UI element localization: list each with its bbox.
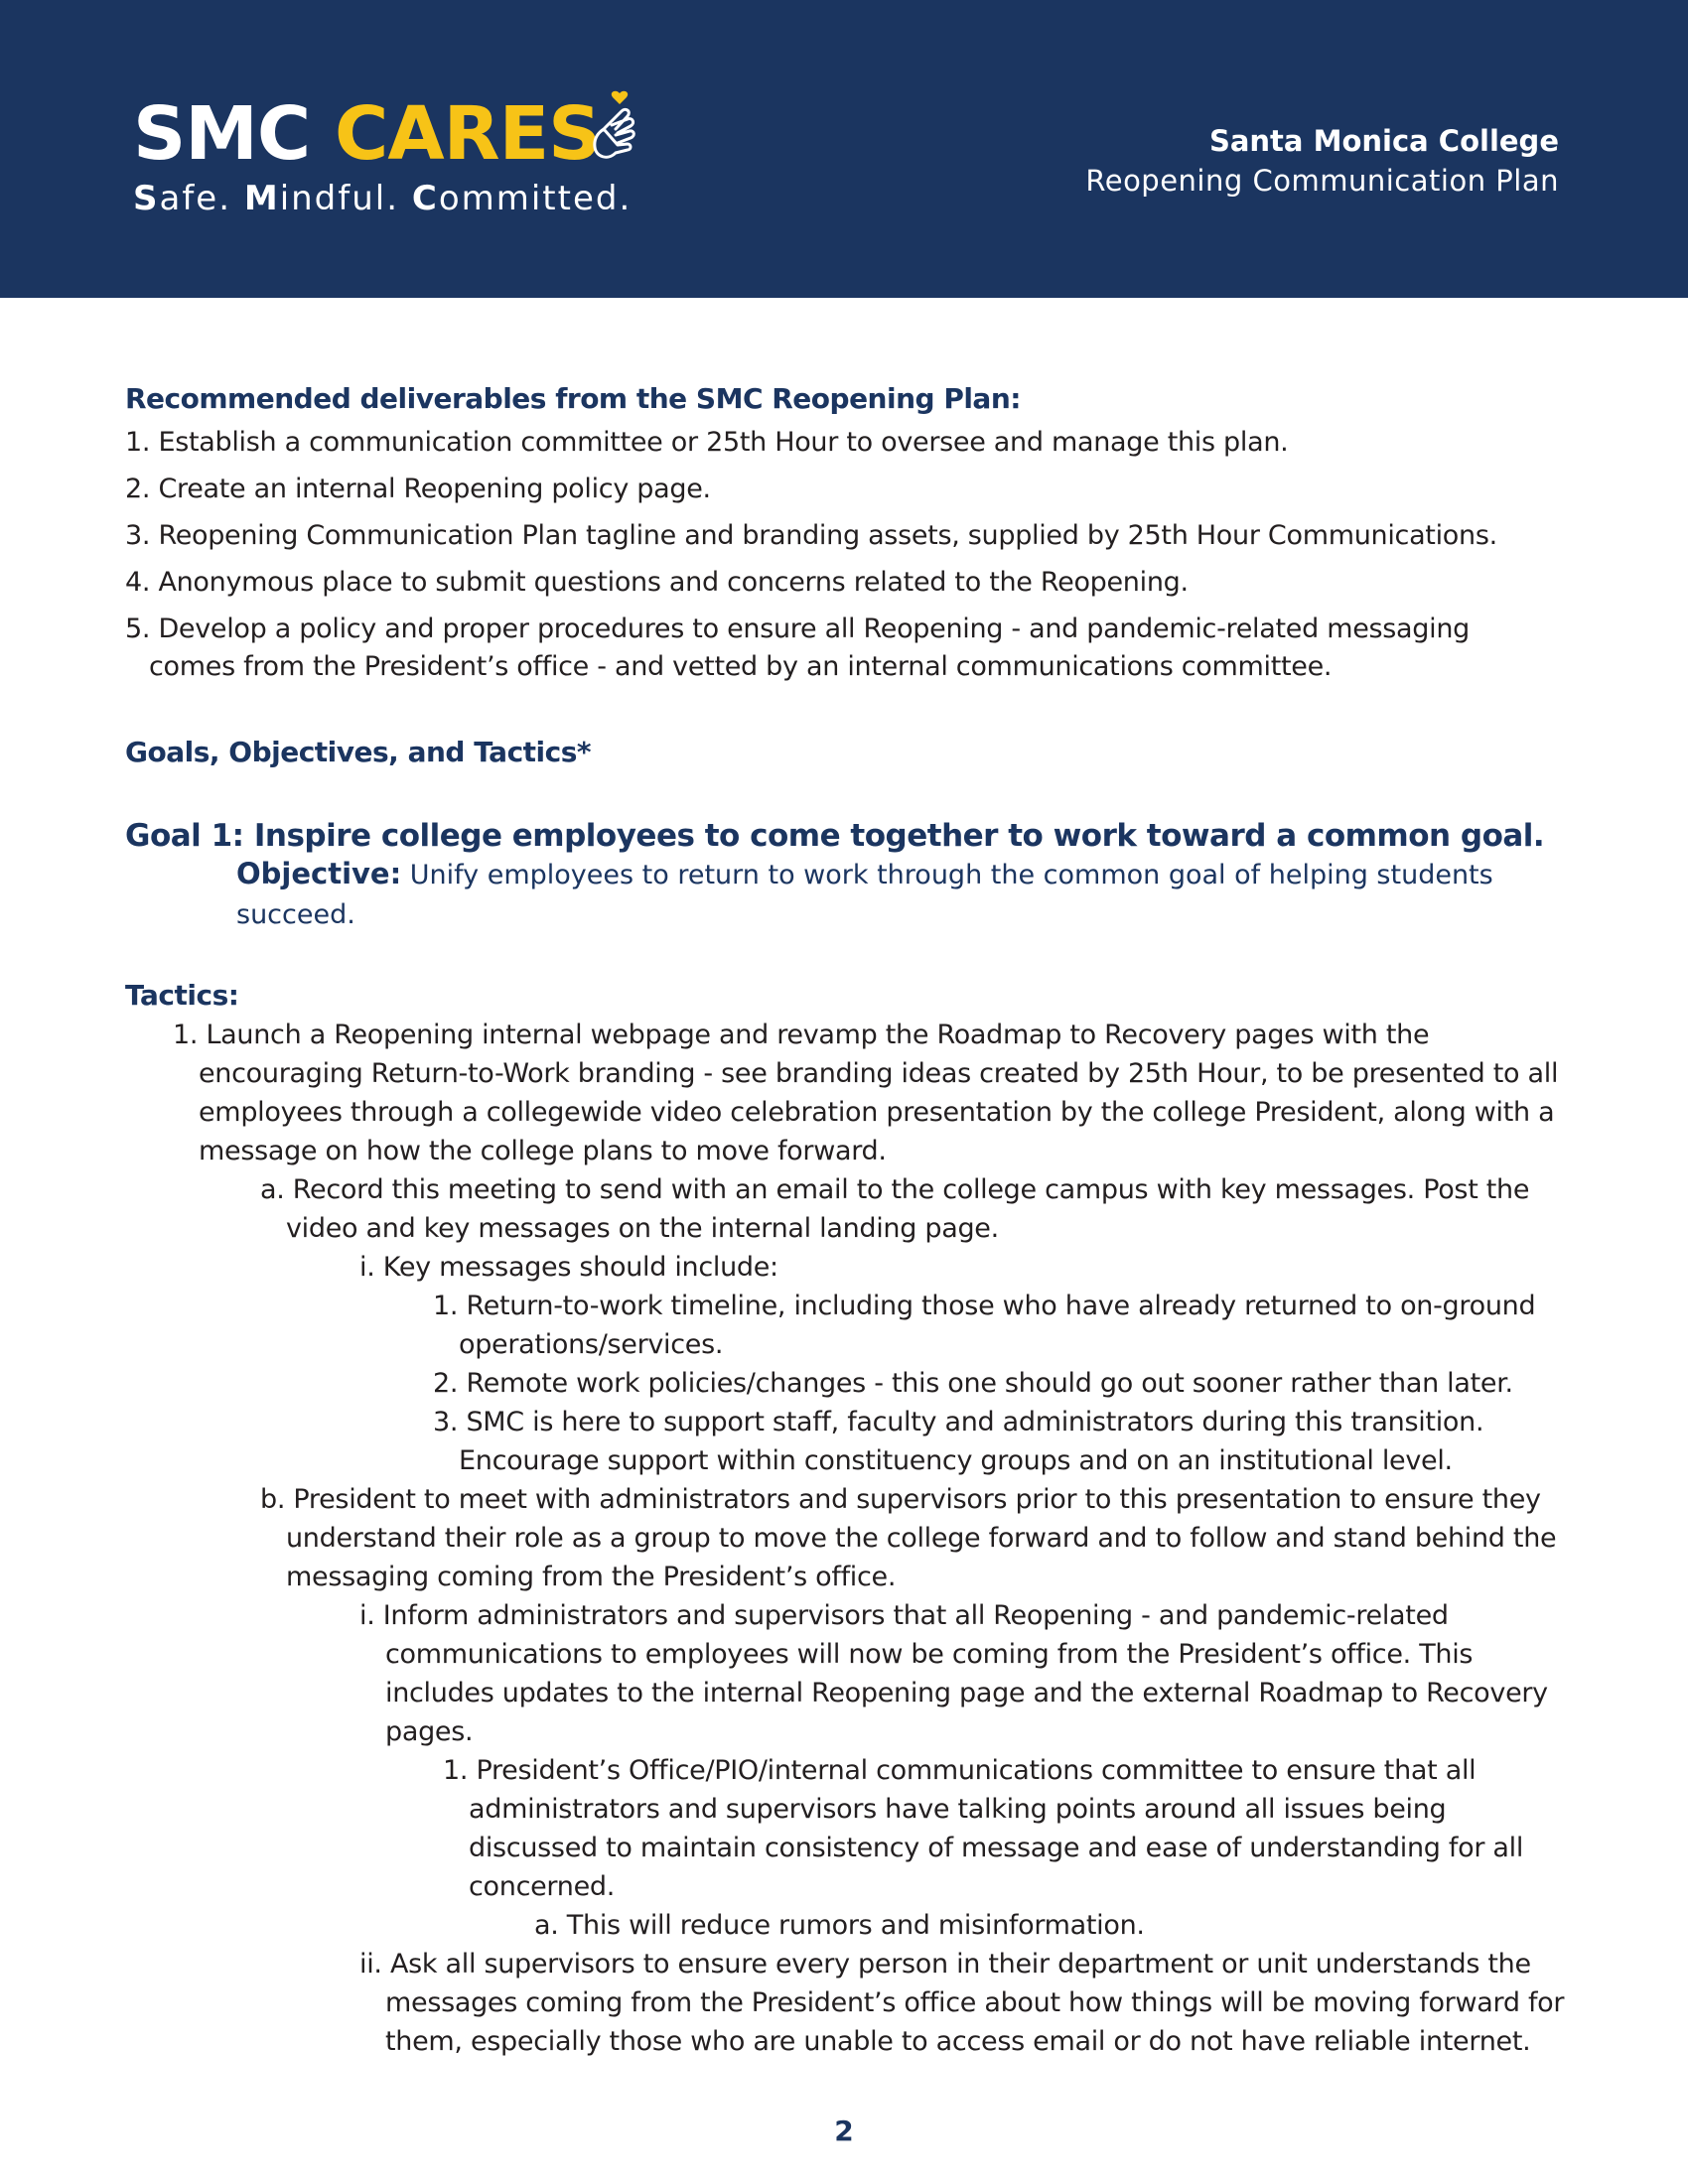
page-number: 2: [834, 2115, 854, 2147]
tactic-1a-i-2: 2. Remote work policies/changes - this one should go out sooner rather than later.: [433, 1368, 1513, 1399]
tactic-1a-i-3: 3. SMC is here to support staff, faculty and administrators during this transition. Encourage support within constituency groups and on an institutional level.: [433, 1407, 1484, 1476]
deliverable-item: 3. Reopening Communication Plan tagline and branding assets, supplied by 25th Hour Communications.: [125, 520, 1497, 551]
college-name: Santa Monica College: [1208, 124, 1559, 158]
deliverable-item: 1. Establish a communication committee or 25th Hour to oversee and manage this plan.: [125, 427, 1289, 458]
tactics-heading: Tactics:: [125, 979, 239, 1012]
tactic-1b-ii: ii. Ask all supervisors to ensure every person in their department or unit understands the messages coming from the President’s office about how things will be moving forward for them, especially those who are unable to access email or do not have reliable internet.: [359, 1949, 1565, 2057]
tactic-1a-i: i. Key messages should include:: [359, 1252, 778, 1283]
objective-label: Objective:: [236, 857, 402, 890]
goals-heading: Goals, Objectives, and Tactics*: [125, 736, 592, 768]
objective-text: Unify employees to return to work through the common goal of helping students succeed.: [236, 860, 1493, 930]
tactic-1b: b. President to meet with administrators and supervisors prior to this presentation to ensure they understand their role as a group to move the college forward and to follow and stand behind the messaging coming from the President’s office.: [260, 1484, 1557, 1592]
logo-cares: CARES: [335, 91, 601, 177]
tactic-1: 1. Launch a Reopening internal webpage and revamp the Roadmap to Recovery pages with the encouraging Return-to-Work branding - see branding ideas created by 25th Hour, to be presented to all employees through a collegewide video celebration presentation by the college President, along with a message on how the college plans to move forward.: [173, 1020, 1559, 1166]
deliverable-item: 4. Anonymous place to submit questions and concerns related to the Reopening.: [125, 567, 1189, 598]
plan-title: Reopening Communication Plan: [1085, 164, 1559, 198]
objective-1: [125, 854, 1575, 935]
tagline: Safe. Mindful. Committed.: [133, 179, 633, 218]
page-header: [0, 0, 1688, 298]
tactic-1a: a. Record this meeting to send with an email to the college campus with key messages. Post the video and key messages on the internal landing page.: [260, 1174, 1530, 1244]
tactic-1a-i-1: 1. Return-to-work timeline, including those who have already returned to on-ground operations/services.: [433, 1291, 1536, 1360]
tactic-1b-i-1: 1. President’s Office/PIO/internal communications committee to ensure that all administrators and supervisors have talking points around all issues being discussed to maintain consistency of message and ease of understanding for all concerned.: [443, 1755, 1524, 1902]
smc-cares-logo: [133, 89, 600, 179]
tactic-1b-i: i. Inform administrators and supervisors that all Reopening - and pandemic-related communications to employees will now be coming from the President’s office. This includes updates to the internal Reopening page and the external Roadmap to Recovery pages.: [359, 1600, 1548, 1747]
deliverable-item: 5. Develop a policy and proper procedures to ensure all Reopening - and pandemic-related messaging comes from the President’s office - and vetted by an internal communications committee.: [125, 611, 1575, 686]
deliverables-heading: Recommended deliverables from the SMC Reopening Plan:: [125, 382, 1021, 415]
goal-1: Goal 1: Inspire college employees to come together to work toward a common goal.: [125, 818, 1545, 854]
document-body: [125, 382, 1575, 2061]
logo-smc: SMC: [133, 91, 311, 177]
tactic-1b-i-1-a: a. This will reduce rumors and misinformation.: [534, 1910, 1145, 1941]
header-title-block: [1085, 121, 1559, 201]
deliverable-item-continuation: comes from the President’s office - and vetted by an internal communications committee.: [149, 651, 1333, 682]
deliverables-list: [125, 424, 1575, 686]
deliverable-item: 2. Create an internal Reopening policy page.: [125, 474, 711, 504]
finger-heart-icon: [590, 89, 641, 169]
